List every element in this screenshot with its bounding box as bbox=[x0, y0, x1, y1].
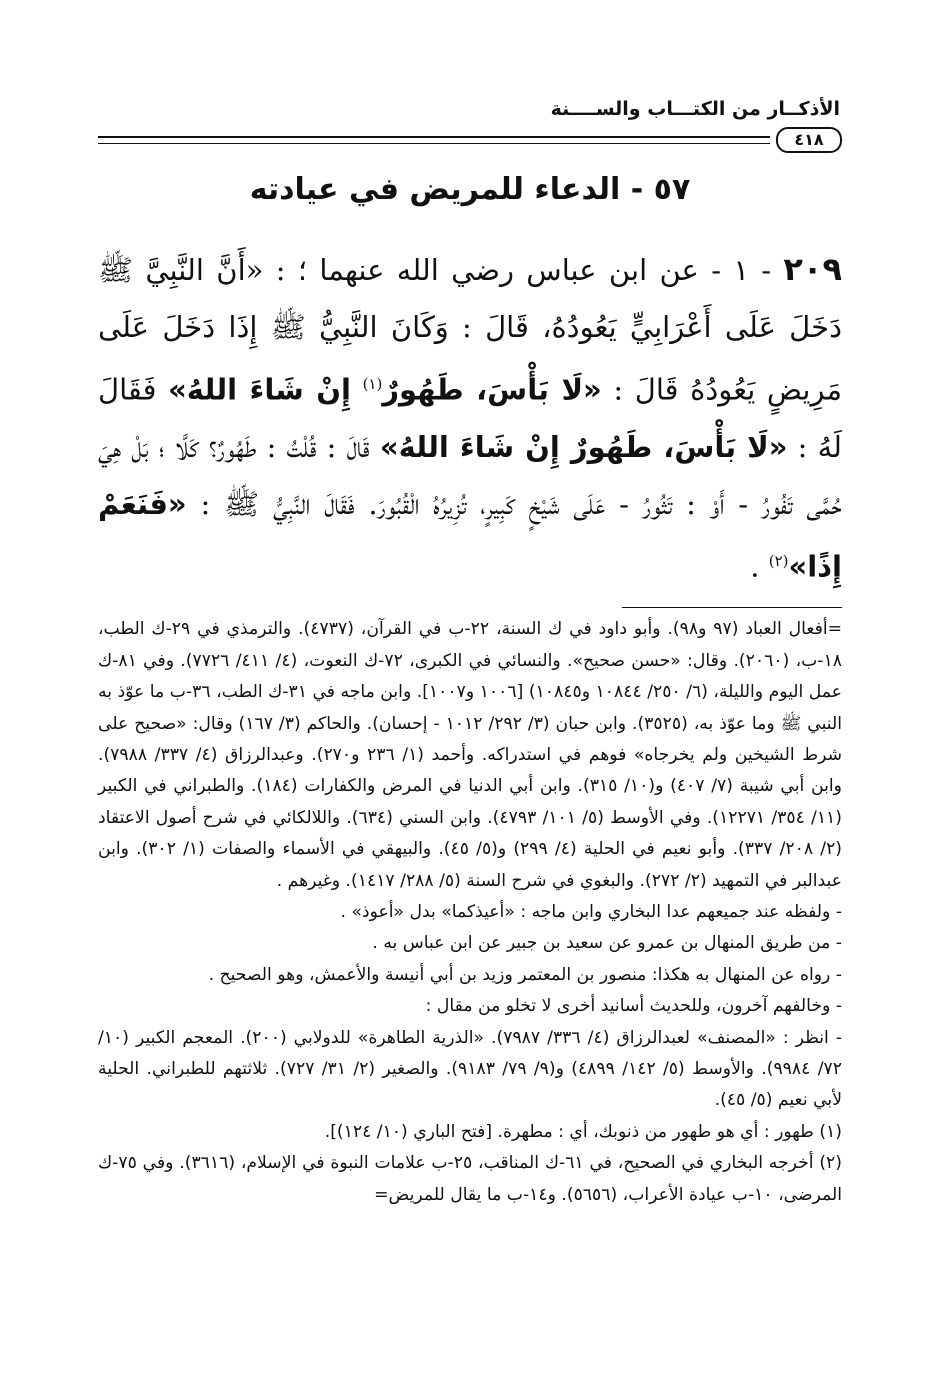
note-bullet bbox=[98, 1023, 842, 1117]
hadith-bold-1: «لَا بَأْسَ، طَهُورٌ bbox=[382, 372, 602, 407]
running-title: الأذكــار من الكتـــاب والســــنة bbox=[550, 98, 840, 120]
bullet-dash: - bbox=[835, 933, 842, 954]
footnotes bbox=[98, 614, 842, 1211]
bullet-dash: - bbox=[835, 964, 842, 985]
footnote-1-text: طهور : أي هو طهور من ذنوبك، أي : مطهرة. [فتح الباري (١٠/ ١٢٤)]. bbox=[324, 1121, 814, 1142]
hadith-number: ٢٠٩ bbox=[783, 250, 842, 288]
hadith-bold-3: «لَا بَأْسَ، طَهُورٌ إِنْ شَاءَ اللهُ» bbox=[379, 429, 788, 464]
bullet-dash: - bbox=[835, 996, 842, 1017]
hadith-bold-2: إِنْ شَاءَ اللهُ» bbox=[168, 372, 351, 407]
footnote-1-marker: (١) bbox=[819, 1121, 842, 1142]
note-bullet bbox=[98, 928, 842, 959]
footnote-2-text: أخرجه البخاري في الصحيح، في ٦١-ك المناقب، ٢٥-ب علامات النبوة في الإسلام، (٣٦١٦). وفي ٧٥-ك المرضى، ١٠-ب عيادة الأعراب، (٥٦٥٦). و١٤-ب ما يقال للمريض= bbox=[98, 1153, 842, 1205]
note-bullet bbox=[98, 960, 842, 991]
page-number: ٤١٨ bbox=[776, 127, 842, 153]
chapter-heading: ٥٧ - الدعاء للمريض في عيادته bbox=[249, 172, 691, 207]
header-rule-row bbox=[98, 130, 842, 152]
footnote-1 bbox=[98, 1117, 842, 1148]
hadith-bold-4: «فَنَعَمْ إِذًا» bbox=[98, 486, 842, 584]
bullet-dash: - bbox=[835, 901, 842, 922]
hadith-segment-3: قَالَ : قُلْتُ : طَهُورٌ؟ كَلَّا ؛ بَلْ هِيَ حُمَّى تَفُورُ - أَوْ : تَثُورُ - عَلَى شَيْخٍ كَبِيرٍ، تُزِيرُهُ الْقُبُورَ. فَقَالَ النَّبِيُّ ﷺ : bbox=[98, 429, 842, 521]
note-bullet-text: انظر : «المصنف» لعبدالرزاق (٤/ ٣٣٦/ ٧٩٨٧). «الذرية الطاهرة» للدولابي (٢٠٠). المعجم الكبير (١٠/ ٧٢/ ٩٩٨٤). والأوسط (٥/ ١٤٢/ ٤٨٩٩) و(٩/ ٧٩/ ٩١٨٣). والصغير (٢/ ٣١/ ٧٢٧). ثلاثتهم للطبراني. الحلية لأبي نعيم (٥/ ٤٥). bbox=[98, 1027, 842, 1111]
note-bullet-text: رواه عن المنهال به هكذا: منصور بن المعتمر وزيد بن أبي أنيسة والأعمش، وهو الصحيح . bbox=[208, 964, 831, 985]
hadith-sub-number: - ١ - bbox=[711, 253, 772, 287]
note-bullet-text: ولفظه عند جميعهم عدا البخاري وابن ماجه : «أعيذكما» بدل «أعوذ» . bbox=[340, 901, 831, 922]
footnote-ref-1[interactable]: (١) bbox=[362, 375, 383, 393]
hadith-segment-2: فَقَالَ لَهُ : bbox=[98, 372, 842, 464]
footnote-separator bbox=[622, 607, 842, 608]
note-bullet-text: وخالفهم آخرون، وللحديث أسانيد أخرى لا تخلو من مقال : bbox=[425, 996, 831, 1017]
hadith-segment-1: «أَنَّ النَّبِيَّ ﷺ دَخَلَ عَلَى أَعْرَابِيٍّ يَعُودُهُ، قَالَ : وَكَانَ النَّبِيُّ ﷺ إِذَا دَخَلَ عَلَى مَرِيضٍ يَعُودُهُ قَالَ : bbox=[98, 253, 843, 407]
book-page bbox=[98, 90, 842, 1211]
takhrij-paragraph: =أفعال العباد (٩٧ و٩٨). وأبو داود في ك السنة، ٢٢-ب في القرآن، (٤٧٣٧). والترمذي في ٢٩-ك الطب، ١٨-ب، (٢٠٦٠). وقال: «حسن صحيح». والنسائي في الكبرى، ٧٢-ك النعوت، (٤/ ٤١١/ ٧٧٢٦). وفي ٨١-ك عمل اليوم والليلة، (٦/ ٢٥٠/ ١٠٨٤٤ و١٠٨٤٥) [١٠٠٦ و١٠٠٧]. وابن ماجه في ٣١-ك الطب، ٣٦-ب ما عوّذ به النبي ﷺ وما عوّذ به، (٣٥٢٥). وابن حبان (٣/ ٢٩٢/ ١٠١٢ - إحسان). والحاكم (٣/ ١٦٧) وقال: «صحيح على شرط الشيخين ولم يخرجاه» فوهم في استدراكه. وأحمد (١/ ٢٣٦ و٢٧٠). وعبدالرزاق (٤/ ٣٣٧/ ٧٩٨٨). وابن أبي شيبة (٧/ ٤٠٧) و(١٠/ ٣١٥). وابن أبي الدنيا في المرض والكفارات (١٨٤). والطبراني في الكبير (١١/ ٣٥٤/ ١٢٢٧١). وفي الأوسط (٥/ ١٠١/ ٤٧٩٣). وابن السني (٦٣٤). واللالكائي في شرح أصول الاعتقاد (٢/ ٢٠٨/ ٣٣٧). وأبو نعيم في الحلية (٤/ ٢٩٩) و(٥/ ٤٥). والبيهقي في الأسماء والصفات (١/ ٣٠٢). وابن عبدالبر في التمهيد (٢/ ٢٧٢). والبغوي في شرح السنة (٥/ ٢٨٨/ ١٤١٧). وغيرهم . bbox=[98, 619, 843, 891]
hadith-text bbox=[98, 241, 842, 595]
header-double-rule bbox=[98, 136, 770, 144]
running-header bbox=[98, 90, 842, 149]
hadith-narrator: عن ابن عباس رضي الله عنهما ؛ : bbox=[275, 253, 699, 287]
footnote-2-marker: (٢) bbox=[819, 1153, 842, 1174]
note-bullet-text: من طريق المنهال بن عمرو عن سعيد بن جبير عن ابن عباس به . bbox=[372, 933, 831, 954]
footnote-2 bbox=[98, 1148, 842, 1211]
footnote-ref-2[interactable]: (٢) bbox=[768, 551, 789, 570]
hadith-end: . bbox=[750, 549, 760, 584]
note-bullet bbox=[98, 991, 842, 1022]
bullet-dash: - bbox=[835, 1027, 842, 1048]
note-bullet bbox=[98, 897, 842, 928]
